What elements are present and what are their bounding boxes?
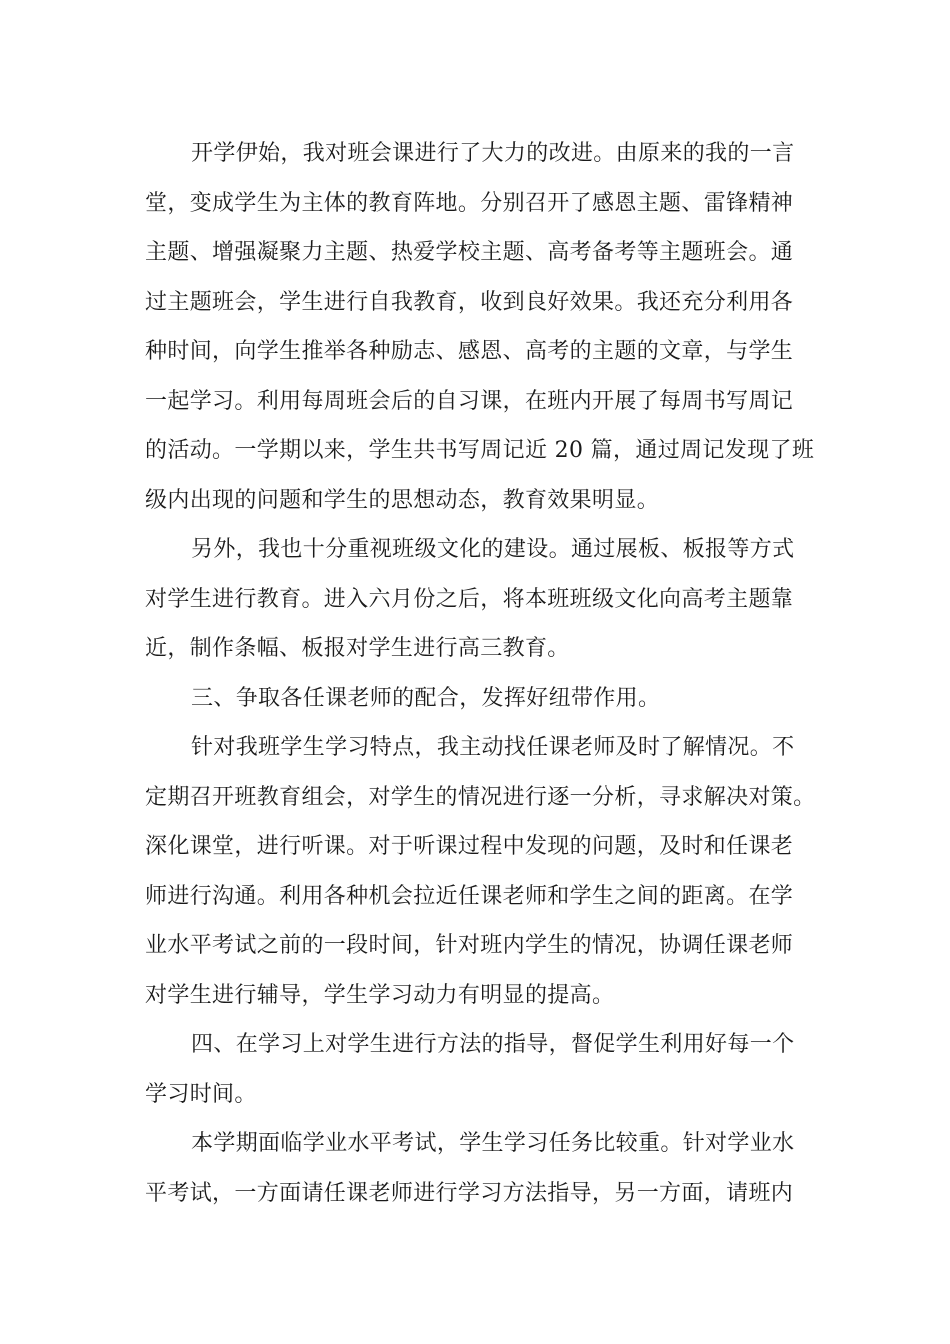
text-line: 三、争取各任课老师的配合，发挥好纽带作用。: [191, 685, 661, 711]
text-line: 一起学习。利用每周班会后的自习课，在班内开展了每周书写周记: [145, 388, 794, 414]
text-line: 主题、增强凝聚力主题、热爱学校主题、高考备考等主题班会。通: [145, 240, 794, 265]
text-line: 对学生进行教育。进入六月份之后，将本班班级文化向高考主题靠: [145, 586, 794, 612]
text-line: 业水平考试之前的一段时间，针对班内学生的情况，协调任课老师: [145, 933, 794, 958]
text-line: 近，制作条幅、板报对学生进行高三教育。: [145, 636, 570, 661]
text-line: 师进行沟通。利用各种机会拉近任课老师和学生之间的距离。在学: [145, 883, 794, 909]
text-line: 级内出现的问题和学生的思想动态，教育效果明显。: [145, 487, 660, 513]
paragraph-class-meeting: [145, 129, 815, 525]
text-line: 针对我班学生学习特点，我主动找任课老师及时了解情况。不: [191, 735, 795, 760]
document-body: [145, 129, 815, 1218]
text-line: 对学生进行辅导，学生学习动力有明显的提高。: [145, 982, 615, 1008]
text-line: 堂，变成学生为主体的教育阵地。分别召开了感恩主题、雷锋精神: [145, 190, 794, 216]
text-line: 的活动。一学期以来，学生共书写周记近 20 篇，通过周记发现了班: [145, 438, 815, 463]
paragraph-teacher-cooperation: [145, 723, 815, 1020]
paragraph-class-culture: [145, 525, 815, 674]
text-line: 学习时间。: [145, 1081, 257, 1107]
paragraph-study-guidance: [145, 1119, 815, 1218]
text-line: 四、在学习上对学生进行方法的指导，督促学生利用好每一个: [191, 1032, 795, 1057]
text-line: 定期召开班教育组会，对学生的情况进行逐一分析，寻求解决对策。: [145, 784, 816, 810]
text-line: 过主题班会，学生进行自我教育，收到良好效果。我还充分利用各: [145, 289, 794, 315]
text-line: 深化课堂，进行听课。对于听课过程中发现的问题，及时和任课老: [145, 834, 794, 859]
text-line: 平考试，一方面请任课老师进行学习方法指导，另一方面，请班内: [145, 1180, 794, 1206]
text-line: 种时间，向学生推举各种励志、感恩、高考的主题的文章，与学生: [145, 339, 794, 364]
section-heading-three: [145, 674, 815, 724]
text-line: 本学期面临学业水平考试，学生学习任务比较重。针对学业水: [191, 1131, 795, 1156]
section-heading-four: [145, 1020, 815, 1119]
text-line: 另外，我也十分重视班级文化的建设。通过展板、板报等方式: [191, 537, 795, 562]
text-line: 开学伊始，我对班会课进行了大力的改进。由原来的我的一言: [191, 141, 795, 166]
